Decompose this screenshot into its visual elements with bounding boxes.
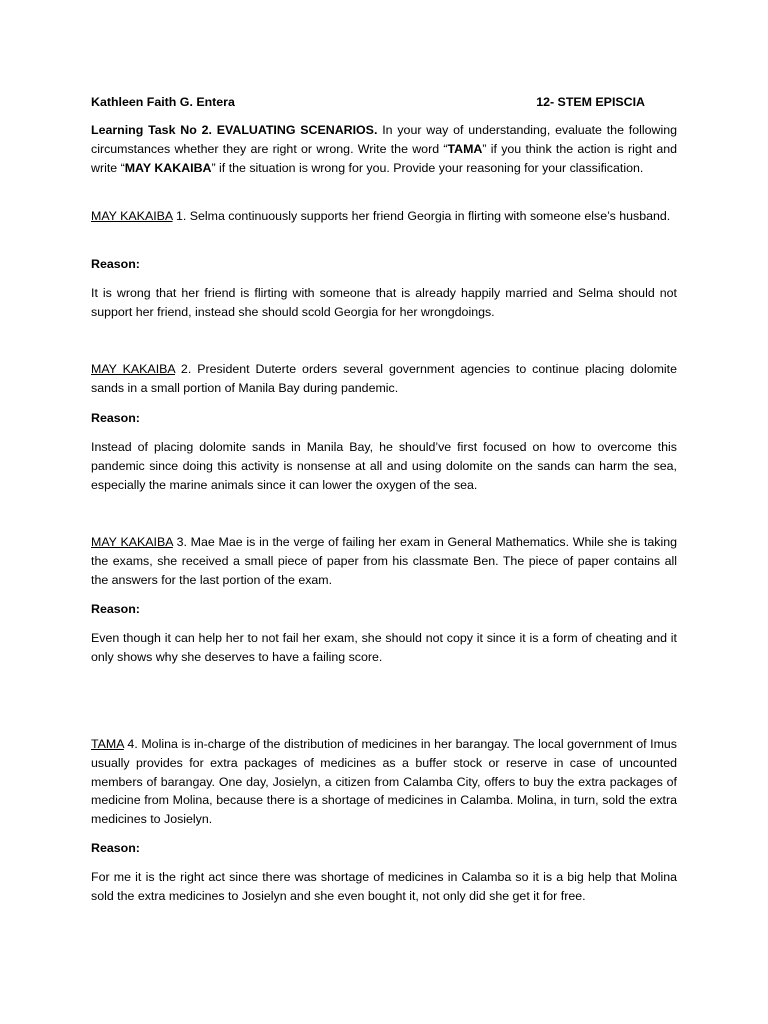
scenario-3-text: MAY KAKAIBA 3. Mae Mae is in the verge of failing her exam in General Mathematics. While she is taking the exams, she received a small piece of paper from his classmate Ben. The piece of paper contains all the answers for the last portion of the exam. xyxy=(91,535,678,587)
scenario-4-text: TAMA 4. Molina is in-charge of the distribution of medicines in her barangay. The local government of Imus usually provides for extra packages of medicines as a buffer stock or reserve in case of uncounted members of barangay. One day, Josielyn, a citizen from Calamba City, offers to buy the extra packages of medicine from Molina, because there is a shortage of medicines in Calamba. Molina, in turn, sold the extra medicines to Josielyn. xyxy=(91,737,677,827)
reason-label: Reason: xyxy=(91,411,140,425)
scenario-3-answer: MAY KAKAIBA xyxy=(91,535,173,549)
tama-keyword: TAMA xyxy=(447,141,483,156)
class-section: 12- STEM EPISCIA xyxy=(536,95,645,109)
document-header xyxy=(91,93,677,112)
reason-label: Reason: xyxy=(91,841,140,855)
student-name: Kathleen Faith G. Entera xyxy=(91,95,235,109)
scenario-4-reason: For me it is the right act since there was shortage of medicines in Calamba so it is a big help that Molina sold the extra medicines to Josielyn and she even bought it, not only did she get it for free. xyxy=(91,870,677,903)
scenario-2-answer: MAY KAKAIBA xyxy=(91,362,175,376)
scenario-2-reason: Instead of placing dolomite sands in Manila Bay, he should’ve first focused on how to overcome this pandemic since doing this activity is nonsense at all and using dolomite on the sands can harm the sea, especially the marine animals since it can lower the oxygen of the sea. xyxy=(91,440,677,492)
scenario-2-text: MAY KAKAIBA 2. President Duterte orders several government agencies to continue placing dolomite sands in a small portion of Manila Bay during pandemic. xyxy=(91,362,677,395)
scenario-1-reason: It is wrong that her friend is flirting with someone that is already happily married and Selma should not support her friend, instead she should scold Georgia for her wrongdoings. xyxy=(91,286,677,319)
scenario-3-reason: Even though it can help her to not fail her exam, she should not copy it since it is a form of cheating and it only shows why she deserves to have a failing score. xyxy=(91,631,677,664)
task-instructions: Learning Task No 2. EVALUATING SCENARIOS. In your way of understanding, evaluate the following circumstances whether they are right or wrong. Write the word “TAMA” if you think the action is right and write “MAY KAKAIBA” if the situation is wrong for you. Provide your reasoning for your classification. xyxy=(91,123,677,175)
scenario-1-text: MAY KAKAIBA 1. Selma continuously supports her friend Georgia in flirting with someone else’s husband. xyxy=(91,209,671,223)
reason-label: Reason: xyxy=(91,257,140,271)
scenario-1-answer: MAY KAKAIBA xyxy=(91,209,173,223)
reason-label: Reason: xyxy=(91,602,140,616)
scenario-4-answer: TAMA xyxy=(91,737,124,751)
may-kakaiba-keyword: MAY KAKAIBA xyxy=(124,160,212,175)
task-title: Learning Task No 2. EVALUATING SCENARIOS. xyxy=(91,123,378,137)
